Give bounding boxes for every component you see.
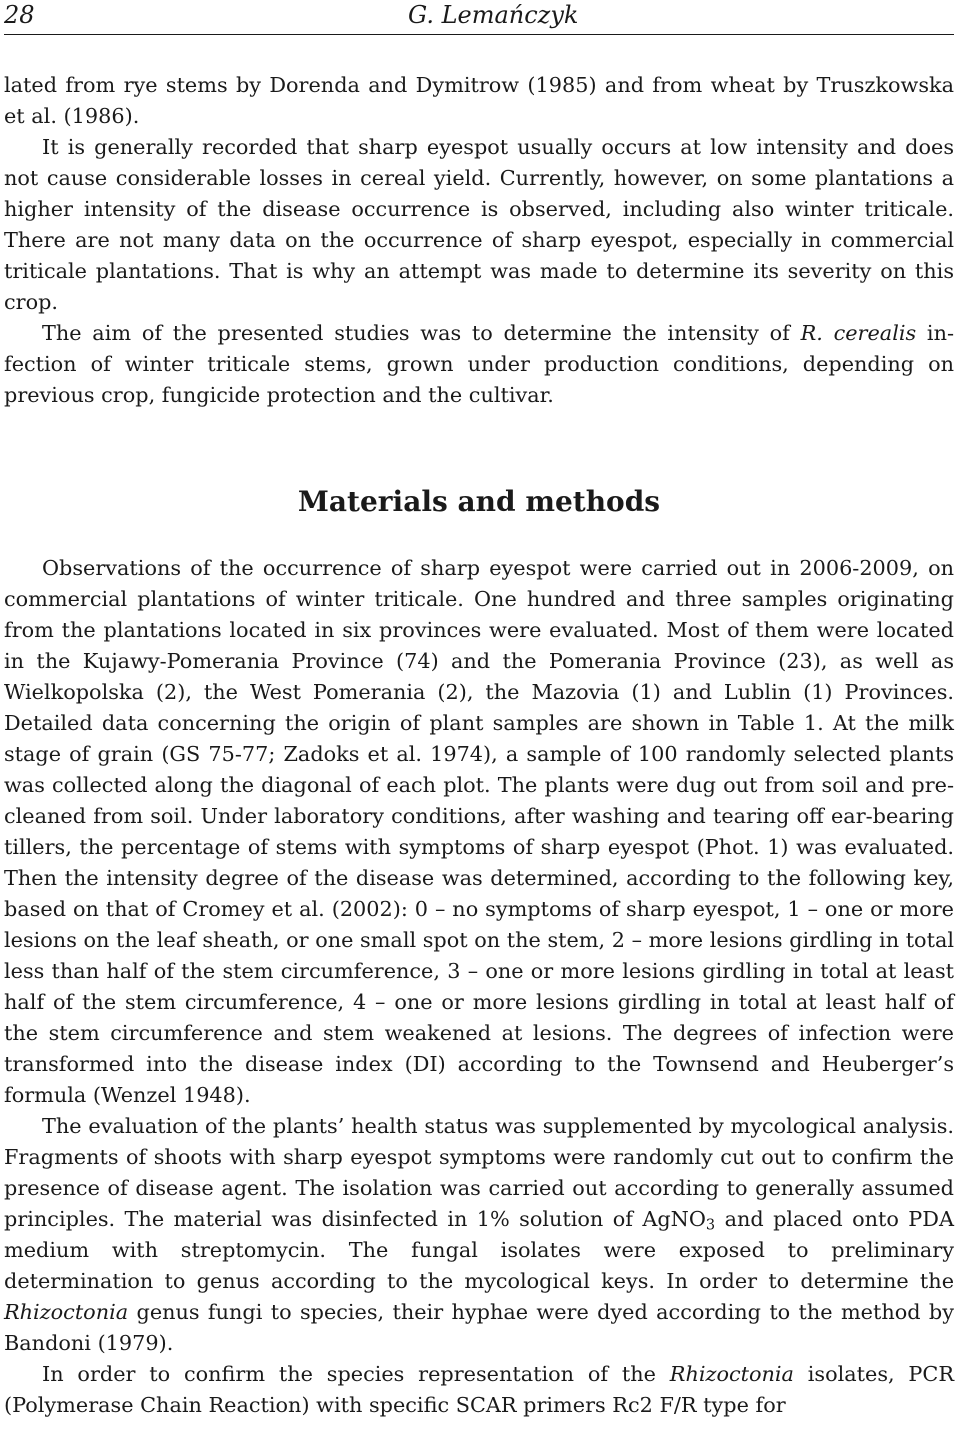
text-run: In order to confirm the species representation of the [42,1362,670,1386]
running-head-author: G. Lemańczyk [408,1,579,29]
intro-paragraph-1: lated from rye stems by Dorenda and Dymitrow (1985) and from wheat by Truszkowska et al. (1986). [4,73,954,128]
intro-paragraph-3 [4,318,954,411]
running-head [4,0,954,35]
section-heading-materials-methods: Materials and methods [297,485,661,518]
methods-section [4,553,954,1421]
page-number: 28 [4,1,35,29]
text-run: The evaluation of the plants’ health status was supplemented by mycological analysis. Fragments of shoots with sharp eyespot symptoms were randomly cut out to confirm the presence of disease agent. The isolation was carried out according to generally assumed principles. The material was disinfected in 1% solution of AgNO [4,1114,954,1231]
intro-paragraph-2: It is generally recorded that sharp eyespot usually occurs at low intensity and does not cause considerable losses in cereal yield. Currently, however, on some plantations a higher intensity of the disease occurrence is observed, including also winter triticale. There are not many data on the occurrence of sharp eyespot, especially in commercial triticale plantations. That is why an attempt was made to determine its severity on this crop. [4,135,954,314]
text-run: The aim of the presented studies was to determine the intensity of [42,321,801,345]
methods-paragraph-2 [4,1111,954,1359]
methods-paragraph-1: Observations of the occurrence of sharp eyespot were carried out in 2006-2009, on commercial plantations of winter triticale. One hundred and three samples originating from the plantations located in six provinces were evaluated. Most of them were located in the Kujawy-Pomerania Province (74) and the Pomerania Province (23), as well as Wielkopolska (2), the West Pomerania (2), the Mazovia (1) and Lublin (1) Provinces. Detailed data concerning the origin of plant samples are shown in Table 1. At the milk stage of grain (GS 75-77; Zadoks et al. 1974), a sample of 100 randomly selected plants was collected along the diagonal of each plot. The plants were dug out from soil and pre-cleaned from soil. Under laboratory conditions, after washing and tearing off ear-bearing tillers, the percentage of stems with symptoms of sharp eyespot (Phot. 1) was evaluated. Then the intensity degree of the disease was determined, according to the following key, based on that of Cromey et al. (2002): 0 – no symptoms of sharp eyespot, 1 – one or more lesions on the leaf sheath, or one small spot on the stem, 2 – more lesions girdling in total less than half of the stem circumference, 3 – one or more lesions girdling in total at least half of the stem circumference, 4 – one or more lesions girdling in total at least half of the stem circumference and stem weakened at lesions. The degrees of infection were transformed into the disease index (DI) according to the Townsend and Heuberger’s formula (Wenzel 1948). [4,556,954,1107]
text-run: genus fungi to species, their hyphae were dyed according to the method by Bandoni (1979). [4,1300,954,1355]
genus-name: Rhizoctonia [4,1300,129,1324]
text-run: infection of winter triticale stems, grown under production conditions, depending on previous crop, fungicide protection and the cultivar. [4,321,954,407]
genus-name: Rhizoctonia [669,1362,794,1386]
text-run: isolates, PCR (Polymerase Chain Reaction) with specific SCAR primers Rc2 F/R type for [4,1362,954,1417]
text-run: and placed onto PDA medium with streptomycin. The fungal isolates were exposed to preliminary determination to genus according to the mycological keys. In order to determine the [4,1207,954,1293]
chemical-subscript: 3 [705,1216,716,1234]
methods-paragraph-3 [4,1359,954,1421]
species-name: R. cerealis [800,321,917,345]
intro-section [4,70,954,411]
